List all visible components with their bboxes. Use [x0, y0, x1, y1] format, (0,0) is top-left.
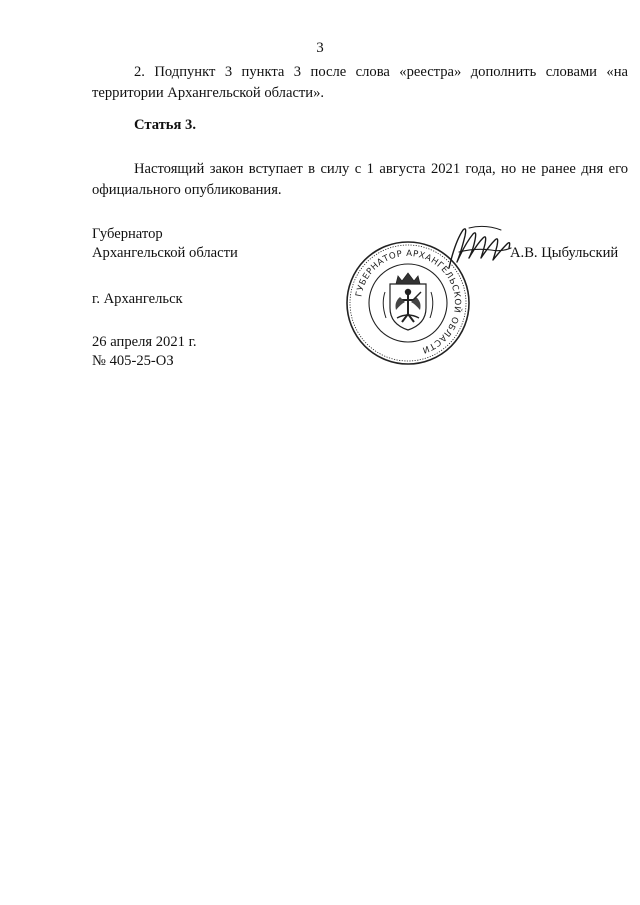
paragraph-effective-date: Настоящий закон вступает в силу с 1 августа 2021 года, но не ранее дня его официального опубликования.	[92, 161, 628, 198]
governor-region: Архангельской области	[92, 245, 238, 261]
paragraph-amendment: 2. Подпункт 3 пункта 3 после слова «реестра» дополнить словами «на территории Архангельской области».	[92, 64, 628, 101]
governor-title: Губернатор	[92, 226, 163, 242]
governor-name: А.В. Цыбульский	[510, 245, 619, 261]
law-number: № 405-25-ОЗ	[92, 353, 174, 369]
page-number: 3	[316, 40, 324, 56]
city-line: г. Архангельск	[92, 291, 183, 307]
handwritten-signature-icon	[445, 222, 515, 274]
svg-text:ГУБЕРНАТОР АРХАНГЕЛЬСКОЙ ОБЛАС: ГУБЕРНАТОР АРХАНГЕЛЬСКОЙ ОБЛАСТИ	[354, 248, 463, 355]
article-heading: Статья 3.	[134, 117, 196, 133]
date-line: 26 апреля 2021 г.	[92, 334, 197, 350]
